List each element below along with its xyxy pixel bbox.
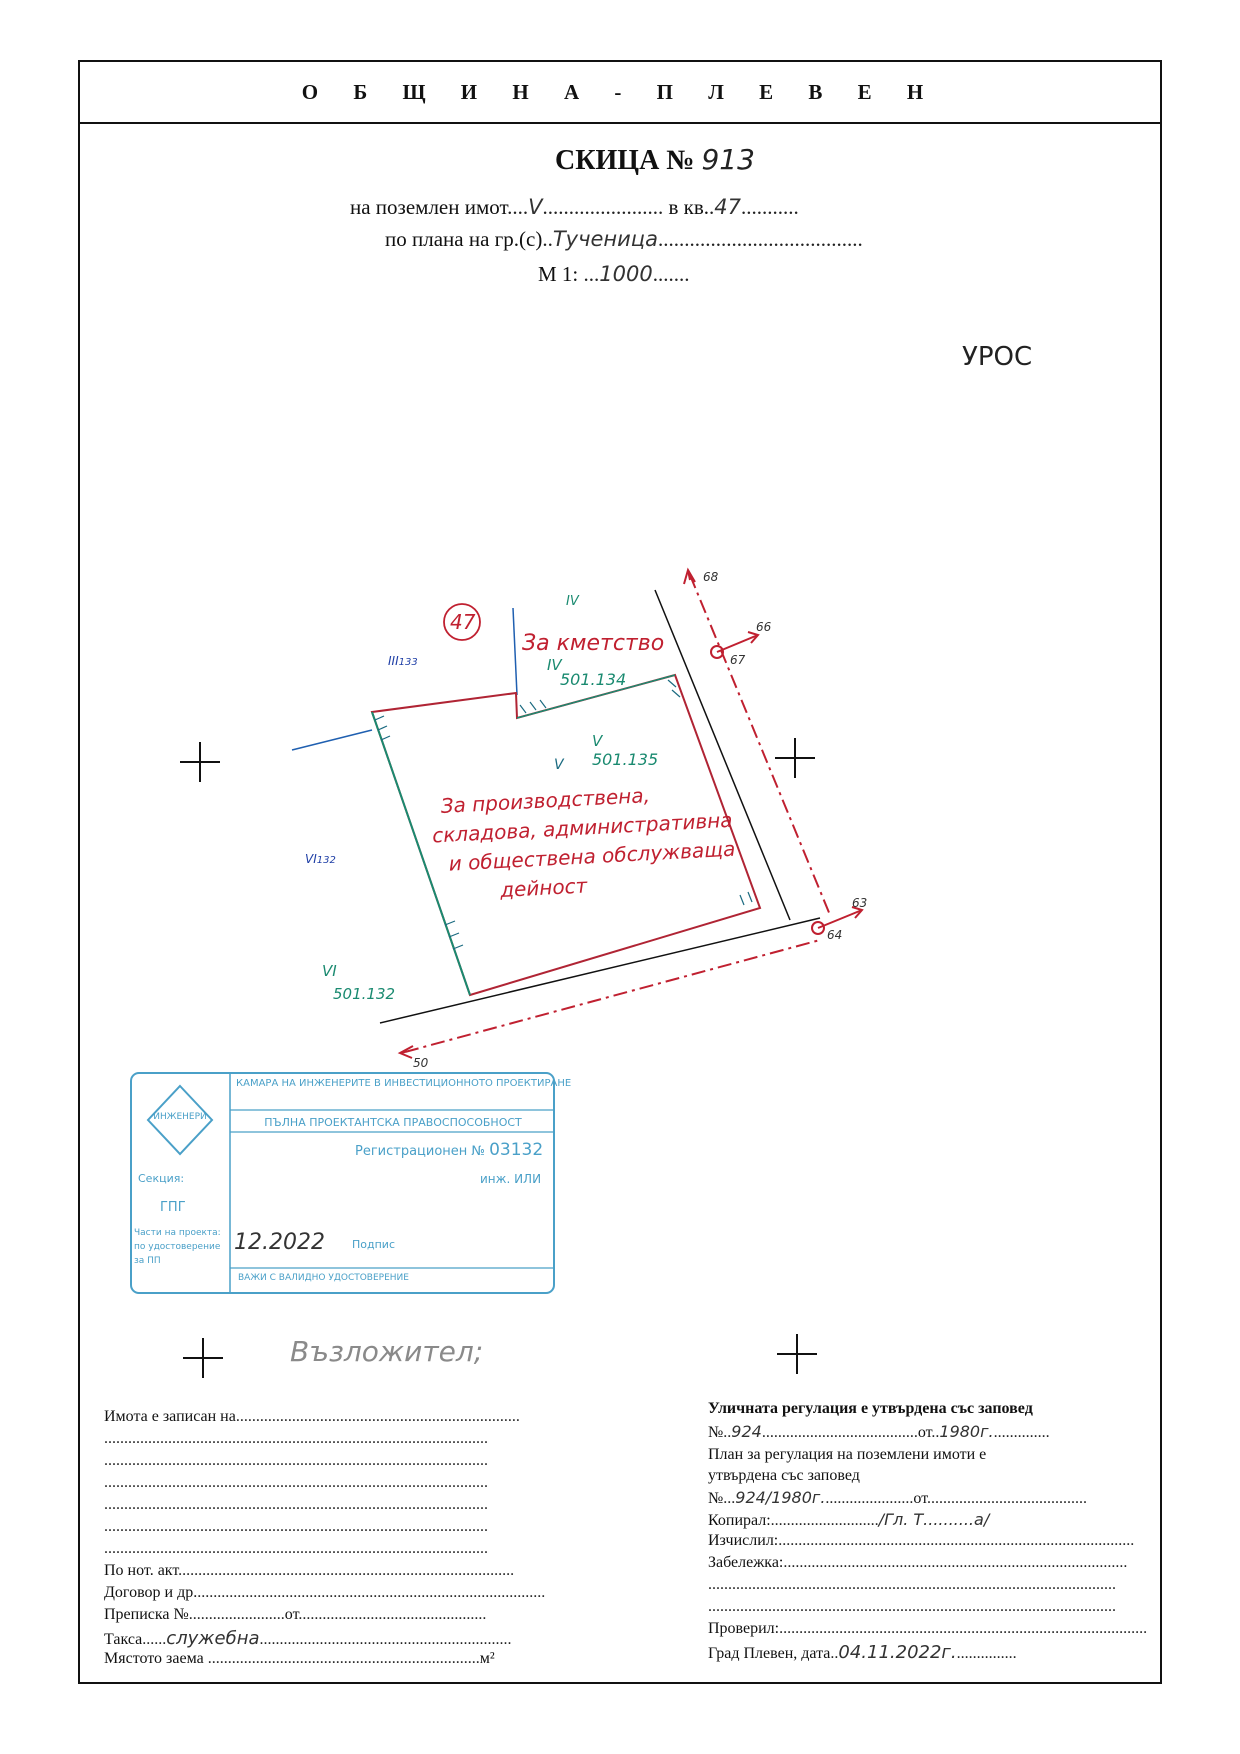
checked-row: Проверил:............................................................................................: [708, 1620, 1148, 1637]
stamp-parts-note-2: за ПП: [134, 1256, 161, 1266]
recorded-row: Имота е записан на.......................................................................: [104, 1408, 520, 1425]
point-label-66: 66: [756, 620, 772, 634]
neighbor-boundary: [292, 730, 372, 750]
point-label-67: 67: [730, 653, 746, 667]
lot-main-purpose: [431, 777, 738, 908]
stamp-valid-note: ВАЖИ С ВАЛИДНО УДОСТОВЕРЕНИЕ: [238, 1273, 409, 1283]
stamp-date: 12.2022: [234, 1230, 325, 1255]
left-lot-top: III133: [388, 654, 418, 668]
blank-row: ................................................................................................: [104, 1474, 488, 1491]
point-label-50: 50: [413, 1056, 429, 1070]
block-value: 47: [714, 195, 741, 219]
property-label: на поземлен имот: [350, 195, 508, 219]
lot-top-id-roman: IV: [547, 656, 562, 674]
lot-purpose-line: складова, административна: [431, 807, 734, 848]
lot-main-id: 501.135: [592, 750, 659, 769]
lot-main-mark: V: [554, 757, 564, 773]
scale-value: 1000: [599, 262, 653, 286]
correspondence-row: Преписка №........................от...............................................: [104, 1606, 487, 1623]
plan-order-row: №...924/1980г.......................от........................................: [708, 1488, 1087, 1507]
bottom-lot-roman: VI: [322, 962, 337, 980]
stamp-parts-label: Части на проекта:: [134, 1228, 221, 1238]
lot-purpose-line: и обществена обслужваща: [448, 836, 736, 876]
notary-row: По нот. акт....................................................................................: [104, 1562, 515, 1579]
municipality-header: О Б Щ И Н А - П Л Е В Е Н: [301, 80, 939, 104]
date-value: 04.11.2022г.: [838, 1642, 957, 1663]
arrow-63: [818, 910, 862, 928]
street-edge-bottom: [380, 918, 820, 1023]
blank-row: ......................................................................................................: [708, 1576, 1116, 1593]
lot-top-id: 501.134: [560, 670, 627, 689]
point-label-63: 63: [852, 896, 868, 910]
note-row: Забележка:......................................................................................: [708, 1554, 1128, 1571]
scale-label: М 1:: [538, 262, 579, 286]
lot-divider: [513, 608, 517, 695]
blank-row: ................................................................................................: [104, 1496, 488, 1513]
plan-reg-label-2: утвърдена със заповед: [708, 1467, 860, 1484]
blank-row: ................................................................................................: [104, 1430, 488, 1447]
scale-line: М 1: ...1000.......: [538, 262, 690, 286]
engineer-stamp: [130, 1072, 572, 1294]
blank-row: ................................................................................................: [104, 1452, 488, 1469]
city-date-row: Град Плевен, дата..04.11.2022г................: [708, 1642, 1017, 1663]
status-note: УРОС: [962, 342, 1033, 372]
regulation-line-bottom: [405, 940, 820, 1052]
plan-value: Тученица: [552, 227, 658, 251]
plan-label: по плана на гр.(с): [385, 227, 543, 251]
sketch-number: 913: [701, 143, 755, 176]
fee-value: служебна: [166, 1628, 260, 1649]
stamp-logo-text: ИНЖЕНЕРИ: [153, 1112, 207, 1122]
plan-reg-label-1: План за регулация на поземлени имоти е: [708, 1446, 987, 1463]
stamp-chamber: КАМАРА НА ИНЖЕНЕРИТЕ В ИНВЕСТИЦИОННОТО ПРОЕКТИРАНЕ: [236, 1078, 572, 1089]
fee-row: Такса......служебна...............................................................: [104, 1628, 512, 1649]
blank-row: ................................................................................................: [104, 1540, 488, 1557]
stamp-parts-note: по удостоверение: [134, 1242, 221, 1252]
bottom-lot-id: 501.132: [333, 985, 396, 1003]
stamp-reg: Регистрационен № 03132: [355, 1140, 544, 1160]
blank-row: ......................................................................................................: [708, 1598, 1116, 1615]
lot-top-purpose: За кметство: [522, 631, 665, 656]
assignor-handwriting: Възложител;: [290, 1335, 484, 1368]
block-label: в кв.: [668, 195, 710, 219]
property-value: V: [528, 195, 543, 219]
copied-row: Копирал:.........................../Гл. Т..........а/: [708, 1510, 990, 1529]
area-row: Мястото заема ....................................................................м²: [104, 1650, 495, 1667]
stamp-capacity: ПЪЛНА ПРОЕКТАНТСКА ПРАВОСПОСОБНОСТ: [264, 1116, 522, 1129]
calculated-row: Изчислил:.........................................................................................: [708, 1532, 1135, 1549]
sketch-title-prefix: СКИЦА №: [555, 145, 695, 176]
point-label-68: 68: [703, 570, 719, 584]
street-reg-label: Уличната регулация е утвърдена със заповед: [708, 1400, 1033, 1417]
left-lot-mid: VI132: [305, 852, 336, 866]
blank-row: ................................................................................................: [104, 1518, 488, 1535]
property-line: на поземлен имот....V....................... в кв..47...........: [350, 195, 799, 219]
lot-main-id-roman: V: [592, 732, 603, 750]
stamp-section-value: ГПГ: [160, 1200, 186, 1215]
block-circle-number: 47: [450, 610, 476, 634]
street-order-row: №..924.......................................от..1980г...............: [708, 1422, 1050, 1441]
point-label-64: 64: [827, 928, 843, 942]
plan-line: по плана на гр.(с)..Тученица.......................................: [385, 227, 863, 251]
stamp-signature-label: Подпис: [352, 1238, 395, 1251]
lot-purpose-line: За производствена,: [440, 783, 651, 818]
stamp-engineer: инж. ИЛИ: [480, 1172, 542, 1186]
stamp-section-label: Секция:: [138, 1172, 185, 1185]
lot-purpose-line: дейност: [499, 873, 588, 902]
lot-top-label: IV: [566, 594, 579, 609]
contract-row: Договор и др........................................................................................: [104, 1584, 546, 1601]
